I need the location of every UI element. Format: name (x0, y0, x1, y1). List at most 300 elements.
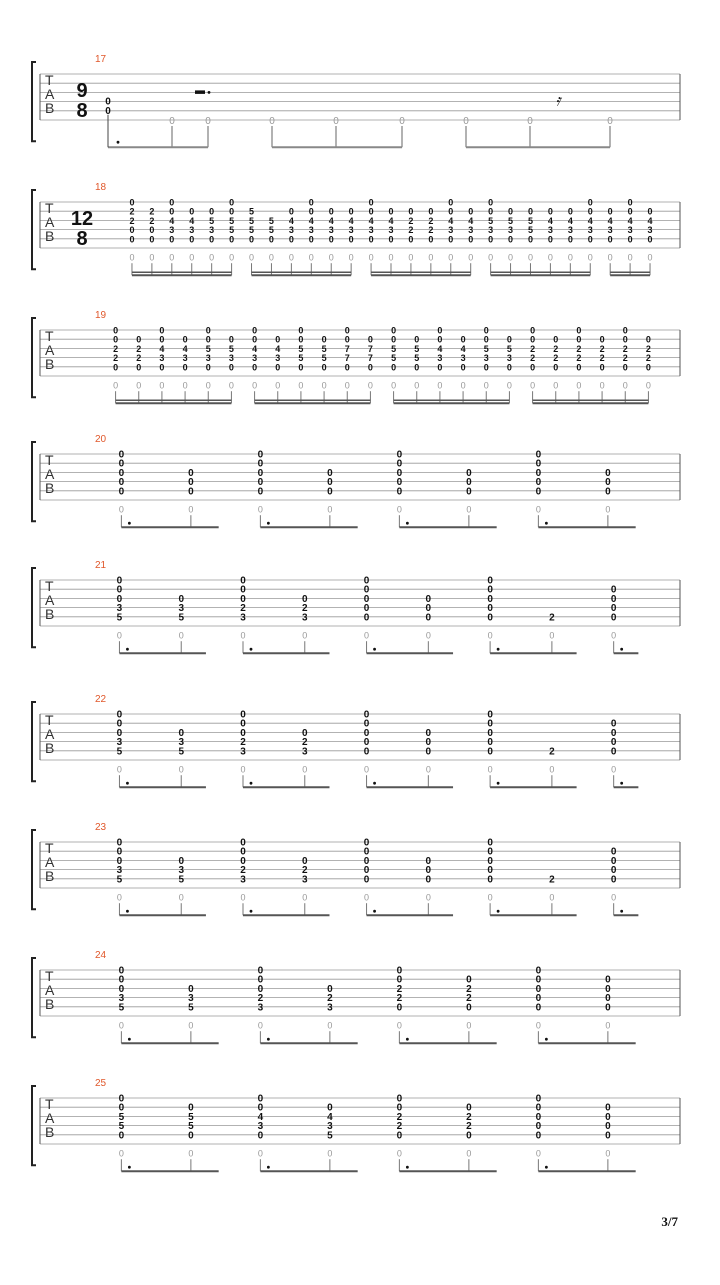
bass-fret-number: 0 (622, 380, 628, 391)
fret-number: 0 (182, 334, 188, 345)
fret-number: 0 (118, 486, 125, 498)
fret-number: 2 (622, 343, 628, 354)
bass-fret-number: 0 (178, 630, 184, 641)
fret-number: 0 (136, 334, 142, 345)
fret-number: 2 (599, 343, 605, 354)
fret-number: 0 (468, 234, 474, 245)
fret-number: 0 (466, 477, 472, 489)
fret-number: 0 (363, 593, 370, 605)
fret-number: 2 (240, 737, 246, 749)
fret-number: 0 (363, 727, 370, 739)
bass-fret-number: 0 (228, 380, 234, 391)
fret-number: 0 (488, 234, 494, 245)
fret-number: 0 (396, 458, 403, 470)
fret-number: 0 (328, 234, 334, 245)
bass-fret-number: 0 (487, 892, 493, 903)
fret-number: 0 (105, 105, 111, 117)
system-bracket (32, 442, 36, 521)
tab-clef-letter: A (45, 726, 55, 742)
fret-number: 0 (553, 334, 559, 345)
fret-number: 3 (257, 1121, 264, 1133)
fret-number: 7 (344, 343, 350, 354)
fret-number: 0 (425, 865, 432, 877)
fret-number: 3 (189, 225, 195, 236)
fret-number: 0 (129, 234, 135, 245)
tab-clef-letter: A (45, 466, 55, 482)
fret-number: 3 (116, 865, 123, 877)
fret-number: 5 (249, 225, 255, 236)
fret-number: 0 (466, 1130, 472, 1142)
fret-number: 3 (205, 353, 211, 364)
fret-number: 0 (535, 1121, 542, 1133)
fret-number: 2 (149, 206, 155, 217)
fret-number: 0 (437, 325, 443, 336)
fret-number: 0 (159, 325, 165, 336)
fret-number: 0 (257, 1102, 264, 1114)
fret-number: 5 (527, 215, 533, 226)
fret-number: 0 (257, 449, 264, 461)
fret-number: 2 (396, 983, 403, 995)
bass-fret-number: 0 (116, 630, 122, 641)
bass-fret-number: 0 (240, 764, 246, 775)
fret-number: 0 (257, 458, 264, 470)
fret-number: 0 (363, 846, 370, 858)
system-bracket (32, 190, 36, 269)
bass-fret-number: 0 (488, 252, 494, 263)
bass-fret-number: 0 (466, 1020, 472, 1031)
bass-fret-number: 0 (269, 116, 275, 127)
bass-fret-number: 0 (425, 630, 431, 641)
fret-number: 0 (240, 575, 246, 587)
time-signature-top: 9 (76, 80, 88, 102)
fret-number: 2 (257, 993, 264, 1005)
page-number: 3/7 (661, 1214, 678, 1229)
bass-fret-number: 0 (333, 116, 339, 127)
dotted-note-dot (373, 782, 376, 785)
fret-number: 0 (553, 362, 559, 373)
fret-number: 4 (348, 215, 354, 226)
fret-number: 0 (363, 855, 370, 867)
dotted-note-dot (267, 1038, 270, 1041)
fret-number: 0 (321, 362, 327, 373)
fret-number: 0 (116, 727, 123, 739)
fret-number: 0 (116, 846, 123, 858)
dotted-note-dot (620, 910, 623, 913)
fret-number: 3 (368, 225, 374, 236)
fret-number: 5 (229, 225, 235, 236)
tab-clef-letter: B (45, 1124, 55, 1140)
bass-fret-number: 0 (607, 116, 613, 127)
fret-number: 7 (367, 353, 373, 364)
fret-number: 4 (308, 215, 314, 226)
fret-number: 3 (468, 225, 474, 236)
dotted-note-dot (126, 648, 129, 651)
bass-fret-number: 0 (425, 892, 431, 903)
fret-number: 0 (425, 746, 432, 758)
fret-number: 4 (388, 215, 394, 226)
system-bracket (32, 1086, 36, 1165)
fret-number: 2 (301, 603, 308, 615)
fret-number: 0 (607, 234, 613, 245)
fret-number: 4 (327, 1111, 333, 1123)
fret-number: 3 (627, 225, 633, 236)
tab-clef-letter: T (45, 1096, 54, 1112)
measure-number: 22 (95, 694, 107, 705)
bass-fret-number: 0 (466, 1148, 472, 1159)
fret-number: 5 (298, 343, 304, 354)
fret-number: 3 (240, 746, 246, 758)
fret-number: 4 (627, 215, 633, 226)
dotted-note-dot (126, 782, 129, 785)
fret-number: 0 (535, 477, 542, 489)
bass-fret-number: 0 (576, 380, 582, 391)
tab-clef-letter: A (45, 982, 55, 998)
fret-number: 5 (118, 1111, 125, 1123)
fret-number: 0 (209, 206, 215, 217)
fret-number: 5 (116, 612, 123, 624)
dotted-note-dot (545, 522, 548, 525)
fret-number: 0 (178, 727, 185, 739)
bass-fret-number: 0 (549, 630, 555, 641)
fret-number: 0 (610, 865, 617, 877)
dotted-note-dot (373, 648, 376, 651)
fret-number: 0 (308, 197, 314, 208)
bass-fret-number: 0 (527, 116, 533, 127)
fret-number: 0 (229, 206, 235, 217)
fret-number: 0 (169, 206, 175, 217)
fret-number: 0 (396, 467, 403, 479)
fret-number: 2 (396, 993, 403, 1005)
fret-number: 5 (116, 746, 123, 758)
fret-number: 2 (553, 353, 559, 364)
fret-number: 0 (363, 584, 370, 596)
fret-number: 5 (508, 215, 514, 226)
fret-number: 0 (396, 1102, 403, 1114)
tab-clef-letter: B (45, 356, 55, 372)
fret-number: 0 (460, 362, 466, 373)
fret-number: 0 (535, 993, 542, 1005)
tab-clef-letter: T (45, 840, 54, 856)
fret-number: 5 (228, 343, 234, 354)
fret-number: 4 (460, 343, 466, 354)
fret-number: 0 (587, 206, 593, 217)
fret-number: 0 (252, 362, 258, 373)
fret-number: 4 (275, 343, 281, 354)
bass-fret-number: 0 (159, 380, 165, 391)
fret-number: 0 (466, 1002, 472, 1014)
fret-number: 0 (408, 206, 414, 217)
fret-number: 0 (483, 325, 489, 336)
fret-number: 0 (189, 234, 195, 245)
tab-clef-letter: B (45, 480, 55, 496)
bass-fret-number: 0 (321, 380, 327, 391)
fret-number: 0 (240, 727, 246, 739)
fret-number: 4 (169, 215, 175, 226)
bass-fret-number: 0 (205, 380, 211, 391)
bass-fret-number: 0 (448, 252, 454, 263)
fret-number: 0 (396, 449, 403, 461)
fret-number: 0 (610, 874, 617, 886)
fret-number: 0 (275, 334, 281, 345)
bass-fret-number: 0 (302, 764, 308, 775)
bass-fret-number: 0 (275, 380, 281, 391)
fret-number: 0 (113, 334, 119, 345)
dotted-note-dot (497, 648, 500, 651)
fret-number: 0 (448, 234, 454, 245)
bass-fret-number: 0 (368, 252, 374, 263)
bass-fret-number: 0 (116, 892, 122, 903)
bass-fret-number: 0 (367, 380, 373, 391)
bass-fret-number: 0 (288, 252, 294, 263)
fret-number: 0 (118, 974, 125, 986)
fret-number: 0 (363, 612, 370, 624)
fret-number: 4 (607, 215, 613, 226)
bass-fret-number: 0 (136, 380, 142, 391)
fret-number: 0 (159, 362, 165, 373)
fret-number: 2 (240, 865, 246, 877)
tab-clef-letter: T (45, 968, 54, 984)
fret-number: 0 (425, 874, 432, 886)
fret-number: 3 (252, 353, 258, 364)
bass-fret-number: 0 (364, 630, 370, 641)
fret-number: 2 (645, 353, 651, 364)
fret-number: 0 (363, 874, 370, 886)
fret-number: 4 (547, 215, 553, 226)
fret-number: 0 (252, 325, 258, 336)
fret-number: 0 (605, 983, 611, 995)
bass-fret-number: 0 (348, 252, 354, 263)
fret-number: 0 (188, 477, 194, 489)
fret-number: 2 (136, 353, 142, 364)
bass-fret-number: 0 (428, 252, 434, 263)
fret-number: 5 (268, 225, 274, 236)
bass-fret-number: 0 (627, 252, 633, 263)
fret-number: 0 (118, 983, 125, 995)
time-signature-bottom: 8 (76, 228, 88, 250)
fret-number: 0 (118, 458, 125, 470)
dotted-note-dot (620, 782, 623, 785)
fret-number: 0 (622, 362, 628, 373)
bass-fret-number: 0 (567, 252, 573, 263)
fret-number: 0 (610, 846, 617, 858)
fret-number: 0 (188, 1102, 194, 1114)
fret-number: 2 (301, 865, 308, 877)
fret-number: 0 (610, 603, 617, 615)
bass-fret-number: 0 (327, 1148, 333, 1159)
fret-number: 2 (408, 215, 414, 226)
fret-number: 2 (149, 215, 155, 226)
bass-fret-number: 0 (425, 764, 431, 775)
bass-fret-number: 0 (229, 252, 235, 263)
fret-number: 0 (116, 718, 123, 730)
bass-fret-number: 0 (240, 892, 246, 903)
fret-number: 0 (425, 737, 432, 749)
fret-number: 0 (647, 234, 653, 245)
fret-number: 0 (205, 325, 211, 336)
dotted-note-dot (250, 648, 253, 651)
fret-number: 2 (466, 983, 472, 995)
fret-number: 0 (587, 234, 593, 245)
dotted-note-dot (545, 1038, 548, 1041)
dotted-note-dot (545, 1166, 548, 1169)
fret-number: 0 (610, 718, 617, 730)
fret-number: 4 (159, 343, 165, 354)
tab-clef-letter: T (45, 328, 54, 344)
bass-fret-number: 0 (396, 1148, 402, 1159)
dotted-note-dot (406, 1166, 409, 1169)
fret-number: 0 (587, 197, 593, 208)
fret-number: 0 (321, 334, 327, 345)
dotted-note-dot (128, 1166, 131, 1169)
bass-fret-number: 0 (396, 504, 402, 515)
fret-number: 0 (508, 206, 514, 217)
fret-number: 0 (627, 234, 633, 245)
bass-fret-number: 0 (414, 380, 420, 391)
fret-number: 5 (178, 612, 185, 624)
fret-number: 5 (229, 215, 235, 226)
bass-fret-number: 0 (611, 630, 617, 641)
fret-number: 4 (182, 343, 188, 354)
fret-number: 5 (118, 1002, 125, 1014)
fret-number: 0 (483, 362, 489, 373)
system-bracket (32, 62, 36, 141)
fret-number: 0 (527, 206, 533, 217)
bass-fret-number: 0 (611, 892, 617, 903)
fret-number: 0 (178, 593, 185, 605)
fret-number: 0 (527, 234, 533, 245)
fret-number: 4 (252, 343, 258, 354)
fret-number: 0 (428, 234, 434, 245)
bass-fret-number: 0 (189, 252, 195, 263)
bass-fret-number: 0 (205, 116, 211, 127)
bass-fret-number: 0 (611, 764, 617, 775)
fret-number: 0 (535, 965, 542, 977)
fret-number: 0 (268, 234, 274, 245)
fret-number: 0 (228, 334, 234, 345)
fret-number: 0 (368, 234, 374, 245)
fret-number: 0 (396, 486, 403, 498)
fret-number: 0 (396, 965, 403, 977)
fret-number: 0 (257, 486, 264, 498)
fret-number: 2 (466, 1121, 472, 1133)
dotted-note-dot (620, 648, 623, 651)
measure-number: 23 (95, 822, 107, 833)
system-bracket (32, 318, 36, 397)
fret-number: 0 (396, 1130, 403, 1142)
fret-number: 2 (428, 225, 434, 236)
fret-number: 3 (308, 225, 314, 236)
fret-number: 0 (610, 746, 617, 758)
fret-number: 0 (622, 334, 628, 345)
fret-number: 0 (288, 234, 294, 245)
fret-number: 0 (605, 486, 611, 498)
bass-fret-number: 0 (483, 380, 489, 391)
fret-number: 0 (149, 234, 155, 245)
fret-number: 0 (240, 846, 246, 858)
bass-fret-number: 0 (188, 1020, 194, 1031)
fret-number: 5 (391, 343, 397, 354)
fret-number: 3 (437, 353, 443, 364)
fret-number: 0 (647, 206, 653, 217)
fret-number: 3 (169, 225, 175, 236)
fret-number: 0 (249, 234, 255, 245)
fret-number: 0 (363, 865, 370, 877)
fret-number: 0 (487, 737, 493, 749)
fret-number: 3 (209, 225, 215, 236)
fret-number: 2 (113, 343, 119, 354)
fret-number: 0 (605, 477, 611, 489)
fret-number: 2 (549, 612, 555, 624)
fret-number: 3 (328, 225, 334, 236)
fret-number: 3 (483, 353, 489, 364)
bass-fret-number: 0 (188, 504, 194, 515)
tab-clef-letter: B (45, 606, 55, 622)
fret-number: 0 (178, 855, 185, 867)
fret-number: 5 (488, 215, 494, 226)
fret-number: 2 (327, 993, 333, 1005)
fret-number: 3 (257, 1002, 264, 1014)
bass-fret-number: 0 (149, 252, 155, 263)
fret-number: 0 (610, 727, 617, 739)
fret-number: 0 (344, 334, 350, 345)
fret-number: 0 (344, 325, 350, 336)
fret-number: 0 (257, 983, 264, 995)
fret-number: 4 (647, 215, 653, 226)
fret-number: 0 (118, 477, 125, 489)
fret-number: 0 (487, 837, 493, 849)
fret-number: 5 (118, 1121, 125, 1133)
fret-number: 3 (348, 225, 354, 236)
fret-number: 2 (645, 343, 651, 354)
fret-number: 0 (448, 197, 454, 208)
tab-clef-letter: A (45, 342, 55, 358)
fret-number: 0 (599, 362, 605, 373)
fret-number: 0 (487, 746, 493, 758)
fret-number: 0 (169, 197, 175, 208)
fret-number: 2 (466, 1111, 472, 1123)
fret-number: 0 (610, 584, 617, 596)
fret-number: 0 (535, 458, 542, 470)
fret-number: 0 (487, 593, 493, 605)
fret-number: 0 (535, 1130, 542, 1142)
bass-fret-number: 0 (209, 252, 215, 263)
fret-number: 0 (487, 855, 493, 867)
fret-number: 0 (576, 325, 582, 336)
fret-number: 0 (348, 234, 354, 245)
fret-number: 0 (460, 334, 466, 345)
fret-number: 0 (425, 727, 432, 739)
bass-fret-number: 0 (178, 764, 184, 775)
dotted-note-dot (497, 910, 500, 913)
fret-number: 0 (535, 449, 542, 461)
fret-number: 0 (298, 334, 304, 345)
bass-fret-number: 0 (257, 504, 263, 515)
fret-number: 0 (301, 727, 308, 739)
bass-fret-number: 0 (535, 1148, 541, 1159)
fret-number: 0 (391, 325, 397, 336)
fret-number: 0 (240, 593, 246, 605)
measure-number: 20 (95, 434, 107, 445)
fret-number: 0 (530, 362, 536, 373)
system-bracket (32, 568, 36, 647)
fret-number: 0 (363, 709, 370, 721)
bass-fret-number: 0 (364, 764, 370, 775)
tab-clef-letter: T (45, 578, 54, 594)
bass-fret-number: 0 (396, 1020, 402, 1031)
dotted-note-dot (406, 522, 409, 525)
fret-number: 0 (466, 486, 472, 498)
tab-clef-letter: B (45, 996, 55, 1012)
